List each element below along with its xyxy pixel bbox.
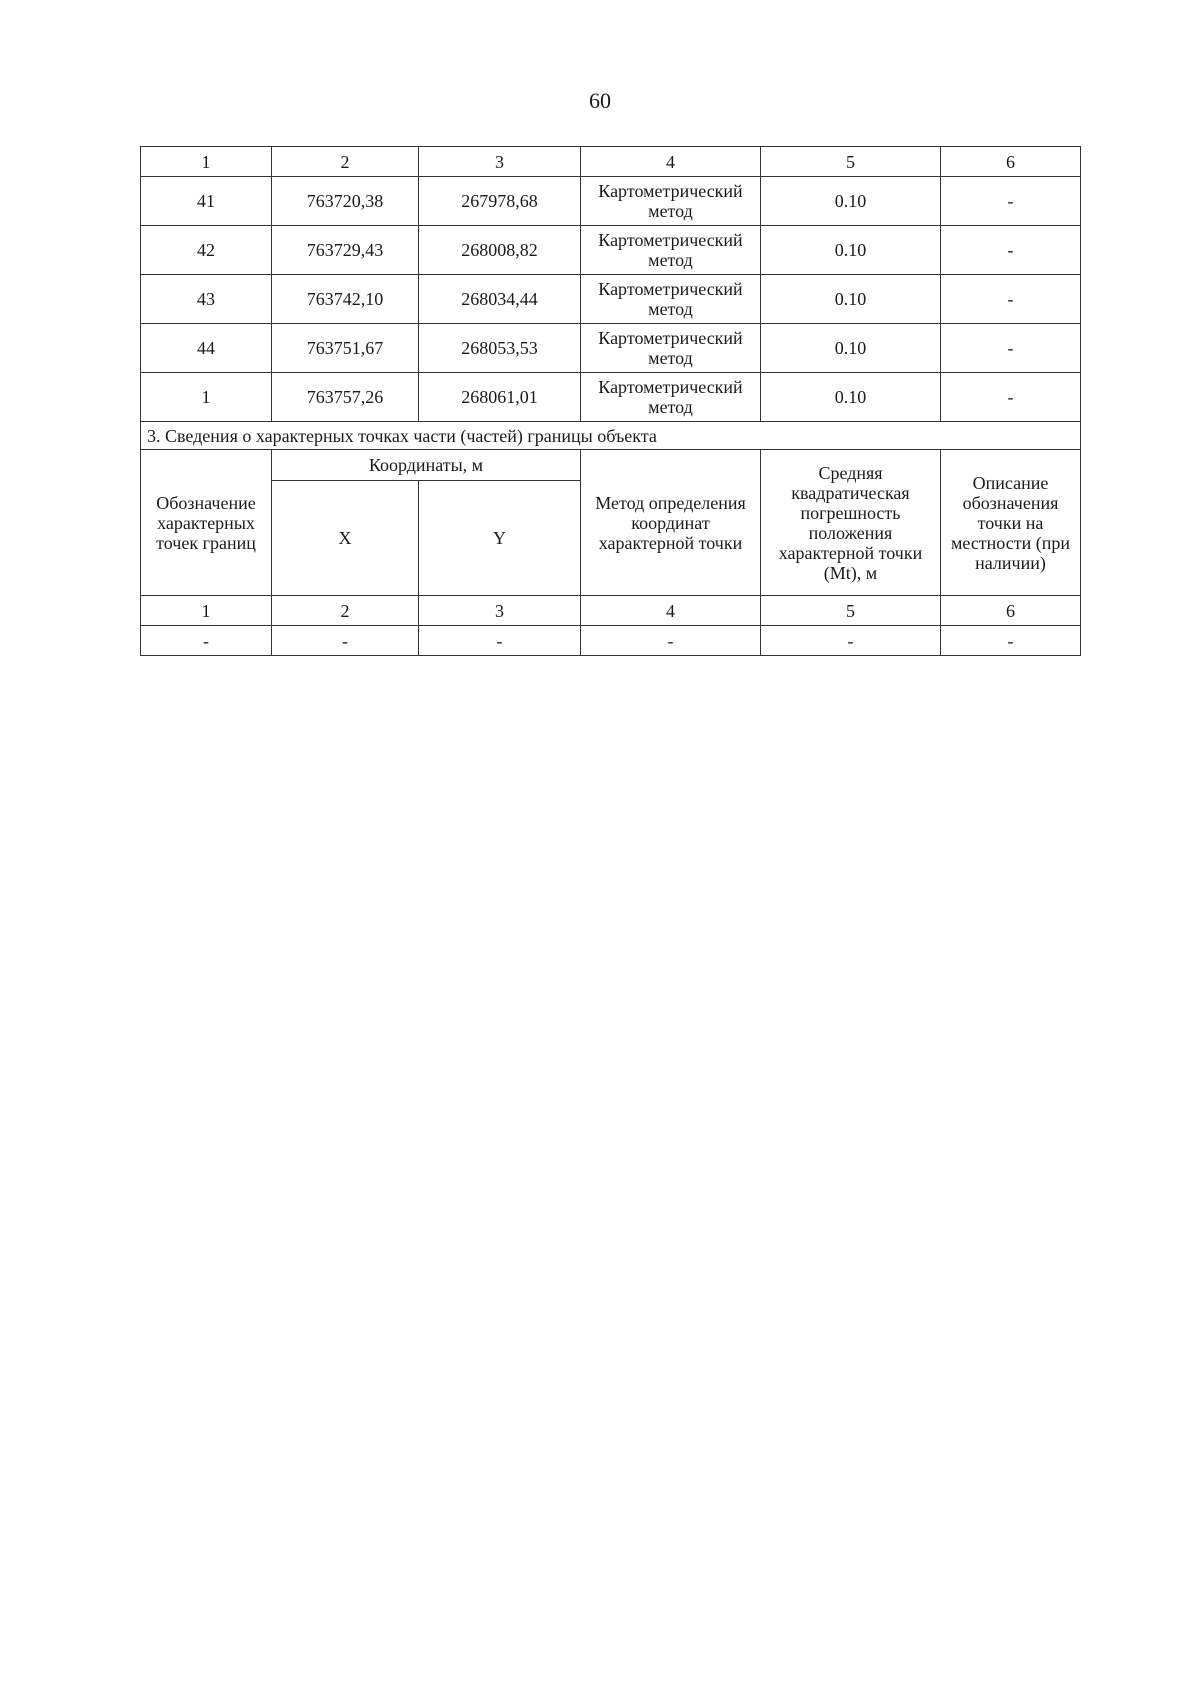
x-header: X — [272, 481, 419, 596]
section-title-row — [141, 422, 1081, 450]
method-cell: Картометрический метод — [581, 275, 761, 324]
column-number: 2 — [272, 596, 419, 626]
column-number: 5 — [761, 596, 941, 626]
description-cell: - — [941, 177, 1081, 226]
table-row — [141, 177, 1081, 226]
point-cell: 43 — [141, 275, 272, 324]
coordinates-header: Координаты, м — [272, 450, 581, 481]
y-header: Y — [419, 481, 581, 596]
method-cell: Картометрический метод — [581, 373, 761, 422]
section-title: 3. Сведения о характерных точках части (частей) границы объекта — [141, 422, 1081, 450]
point-cell: 1 — [141, 373, 272, 422]
table-row — [141, 324, 1081, 373]
description-cell: - — [941, 324, 1081, 373]
section-empty-row — [141, 626, 1081, 656]
accuracy-cell: 0.10 — [761, 373, 941, 422]
column-number: 3 — [419, 147, 581, 177]
y-cell: 268034,44 — [419, 275, 581, 324]
x-cell: 763729,43 — [272, 226, 419, 275]
column-number: 3 — [419, 596, 581, 626]
coordinates-table — [140, 146, 1081, 656]
method-cell: Картометрический метод — [581, 226, 761, 275]
column-number: 5 — [761, 147, 941, 177]
point-cell: 42 — [141, 226, 272, 275]
y-cell: 267978,68 — [419, 177, 581, 226]
table-row — [141, 226, 1081, 275]
column-number: 1 — [141, 147, 272, 177]
column-number-row — [141, 147, 1081, 177]
point-designation-header: Обозначение характерных точек границ — [141, 450, 272, 596]
empty-cell: - — [141, 626, 272, 656]
x-cell: 763757,26 — [272, 373, 419, 422]
column-number: 4 — [581, 147, 761, 177]
description-cell: - — [941, 373, 1081, 422]
x-cell: 763751,67 — [272, 324, 419, 373]
column-number: 6 — [941, 147, 1081, 177]
empty-cell: - — [419, 626, 581, 656]
table-row — [141, 275, 1081, 324]
point-cell: 41 — [141, 177, 272, 226]
empty-cell: - — [941, 626, 1081, 656]
column-number: 2 — [272, 147, 419, 177]
column-number: 6 — [941, 596, 1081, 626]
method-cell: Картометрический метод — [581, 177, 761, 226]
section-header-row — [141, 450, 1081, 481]
column-number: 4 — [581, 596, 761, 626]
x-cell: 763742,10 — [272, 275, 419, 324]
accuracy-cell: 0.10 — [761, 177, 941, 226]
table-row — [141, 373, 1081, 422]
accuracy-cell: 0.10 — [761, 275, 941, 324]
y-cell: 268008,82 — [419, 226, 581, 275]
description-header: Описание обозначения точки на местности (при наличии) — [941, 450, 1081, 596]
empty-cell: - — [761, 626, 941, 656]
method-cell: Картометрический метод — [581, 324, 761, 373]
x-cell: 763720,38 — [272, 177, 419, 226]
description-cell: - — [941, 226, 1081, 275]
description-cell: - — [941, 275, 1081, 324]
accuracy-cell: 0.10 — [761, 324, 941, 373]
section-column-number-row — [141, 596, 1081, 626]
method-header: Метод определения координат характерной точки — [581, 450, 761, 596]
y-cell: 268061,01 — [419, 373, 581, 422]
accuracy-cell: 0.10 — [761, 226, 941, 275]
empty-cell: - — [272, 626, 419, 656]
point-cell: 44 — [141, 324, 272, 373]
accuracy-header: Средняя квадратическая погрешность положения характерной точки (Mt), м — [761, 450, 941, 596]
page-number: 60 — [589, 88, 611, 113]
empty-cell: - — [581, 626, 761, 656]
y-cell: 268053,53 — [419, 324, 581, 373]
column-number: 1 — [141, 596, 272, 626]
